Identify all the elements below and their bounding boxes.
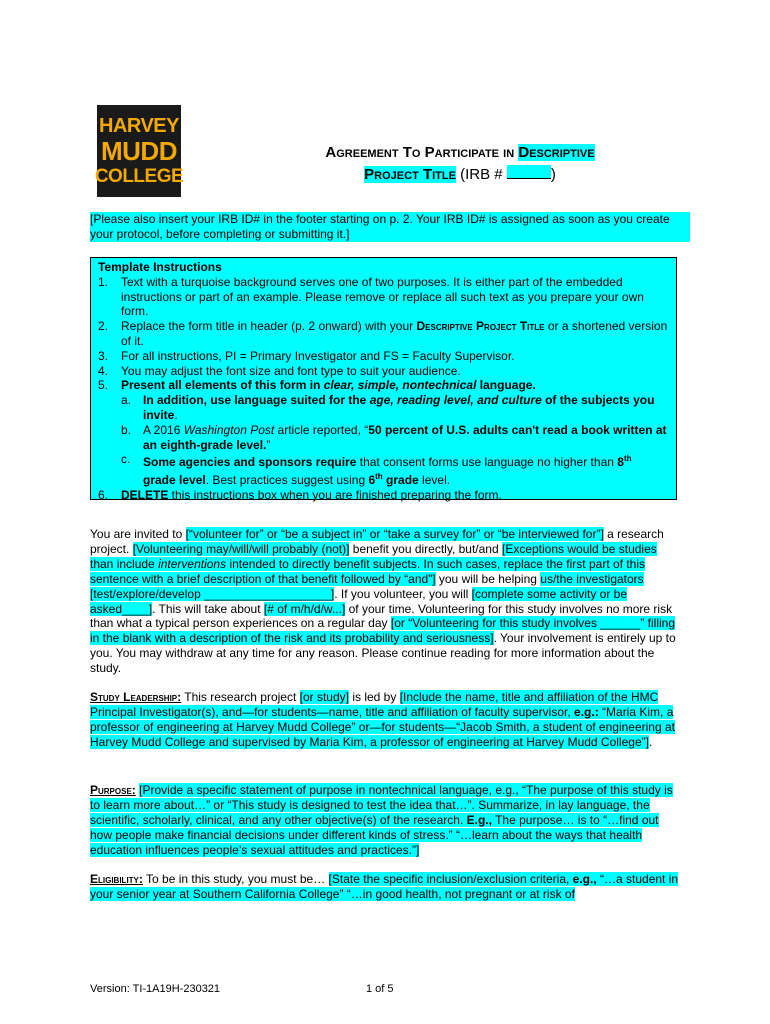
instruction-item [98,349,669,364]
logo-line-2: MUDD [101,136,177,166]
item-number: 5. [98,378,109,393]
item-number: 4. [98,363,109,378]
footer-page-number: 1 of 5 [366,983,394,995]
item-letter: a. [121,393,132,408]
item-text: A 2016 Washington Post article reported, “50 percent of U.S. adults can't read a book written at an eighth-grade level.” [143,422,667,452]
title-part-1: Agreement To Participate in [325,144,519,161]
item-text: You may adjust the font size and font type to suit your audience. [121,363,461,378]
instruction-item [98,319,669,349]
item-text: Replace the form title in header (p. 2 onward) with your Descriptive Project Title or a shortened version of it. [121,319,668,348]
item-text: For all instructions, PI = Primary Investigator and FS = Faculty Supervisor. [121,348,515,363]
document-title [190,142,730,186]
item-letter: c. [121,452,131,467]
section-heading: Eligibility: [90,872,143,886]
title-part-2: Descriptive [518,144,595,161]
logo-line-3: COLLEGE [94,166,184,187]
item-text: DELETE this instructions box when you are finished preparing the form. [121,487,502,502]
instruction-item [98,488,669,503]
harvey-mudd-logo [94,105,184,197]
item-number: 3. [98,348,109,363]
instruction-item [98,275,669,319]
logo-line-1: HARVEY [99,115,179,137]
section-heading: Purpose: [90,783,136,797]
footer-version: Version: TI-1A19H-230321 [90,983,221,995]
item-text: Some agencies and sponsors require that consent forms use language no higher than 8th grade level. Best practices suggest using 6th grade level. [143,454,632,488]
invitation-paragraph: You are invited to [“volunteer for” or “be a subject in” or “take a survey for” or “be interviewed for”] a research project. [Volunteering may/will/will probably (not)] benefit you directly, but/and [Exceptions would be studies than include interventions intended to directly benefit subjects. In such cases, replace the first part of this sentence with a brief description of that benefit followed by “and”] you will be helping us/the investigators [test/explore/develop ___________________]. If you volunteer, you will [complete some activity or be asked____]. This will take about [# of m/h/d/w...] of your time. Volunteering for this study involves no more risk than what a typical person experiences on a regular day [or “Volunteering for this study involves ______” filling in the blank with a description of the risk and its probability and seriousness]. Your involvement is entirely up to you. You may withdraw at any time for any reason. Please continue reading for more information about the study. [90,527,676,676]
instruction-item [98,378,669,393]
title-project-title: Project Title [364,166,456,183]
item-text: In addition, use language suited for the age, reading level, and culture of the subjects you invite. [143,393,655,422]
instruction-subitem [98,393,669,423]
title-irb-open: (IRB # [455,166,507,183]
instructions-title: Template Instructions [98,260,222,274]
template-instructions-box [90,257,677,500]
item-number: 1. [98,274,109,289]
title-irb-close: ) [550,166,556,183]
item-number: 2. [98,319,109,334]
instruction-subitem [98,423,669,453]
study-leadership-paragraph: Study Leadership: This research project [or study] is led by [Include the name, title and affiliation of the HMC Principal Investigator(s), and—for students—name, title and affiliation of faculty supervisor, e.g.: “Maria Kim, a professor of engineering at Harvey Mudd College” or—for students—“Jacob Smith, a student of engineering at Harvey Mudd College and supervised by Maria Kim, a professor of engineering at Harvey Mudd College”]. [90,690,675,749]
item-text: Present all elements of this form in clear, simple, nontechnical language. [121,378,536,393]
section-heading: Study Leadership: [90,690,182,704]
eligibility-paragraph: Eligibility: To be in this study, you must be… [State the specific inclusion/exclusion criteria, e.g., “…a student in your senior year at Southern California College” “…in good health, not pregnant or at risk of [90,872,679,901]
item-letter: b. [121,422,132,437]
item-text: Text with a turquoise background serves one of two purposes. It is either part of the embedded instructions or part of an example. Please remove or replace all such text as you prepare your own form. [121,274,644,319]
irb-number-blank [507,165,551,179]
purpose-paragraph: Purpose: [Provide a specific statement of purpose in nontechnical language, e.g., “The purpose of this study is to learn more about…” or “This study is designed to test the idea that…”. Summarize, in lay language, the scientific, scholarly, clinical, and any other objective(s) of the research. E.g., The purpose… is to “…find out how people make financial decisions under different kinds of stress.” “…learn about the ways that health education influences people’s sexual attitudes and practices.”] [90,783,673,857]
instruction-subitem [98,452,669,488]
instruction-item [98,364,669,379]
item-number: 6. [98,487,109,502]
irb-footer-note: [Please also insert your IRB ID# in the footer starting on p. 2. Your IRB ID# is assigned as soon as you create your protocol, before completing or submitting it.] [90,212,690,242]
